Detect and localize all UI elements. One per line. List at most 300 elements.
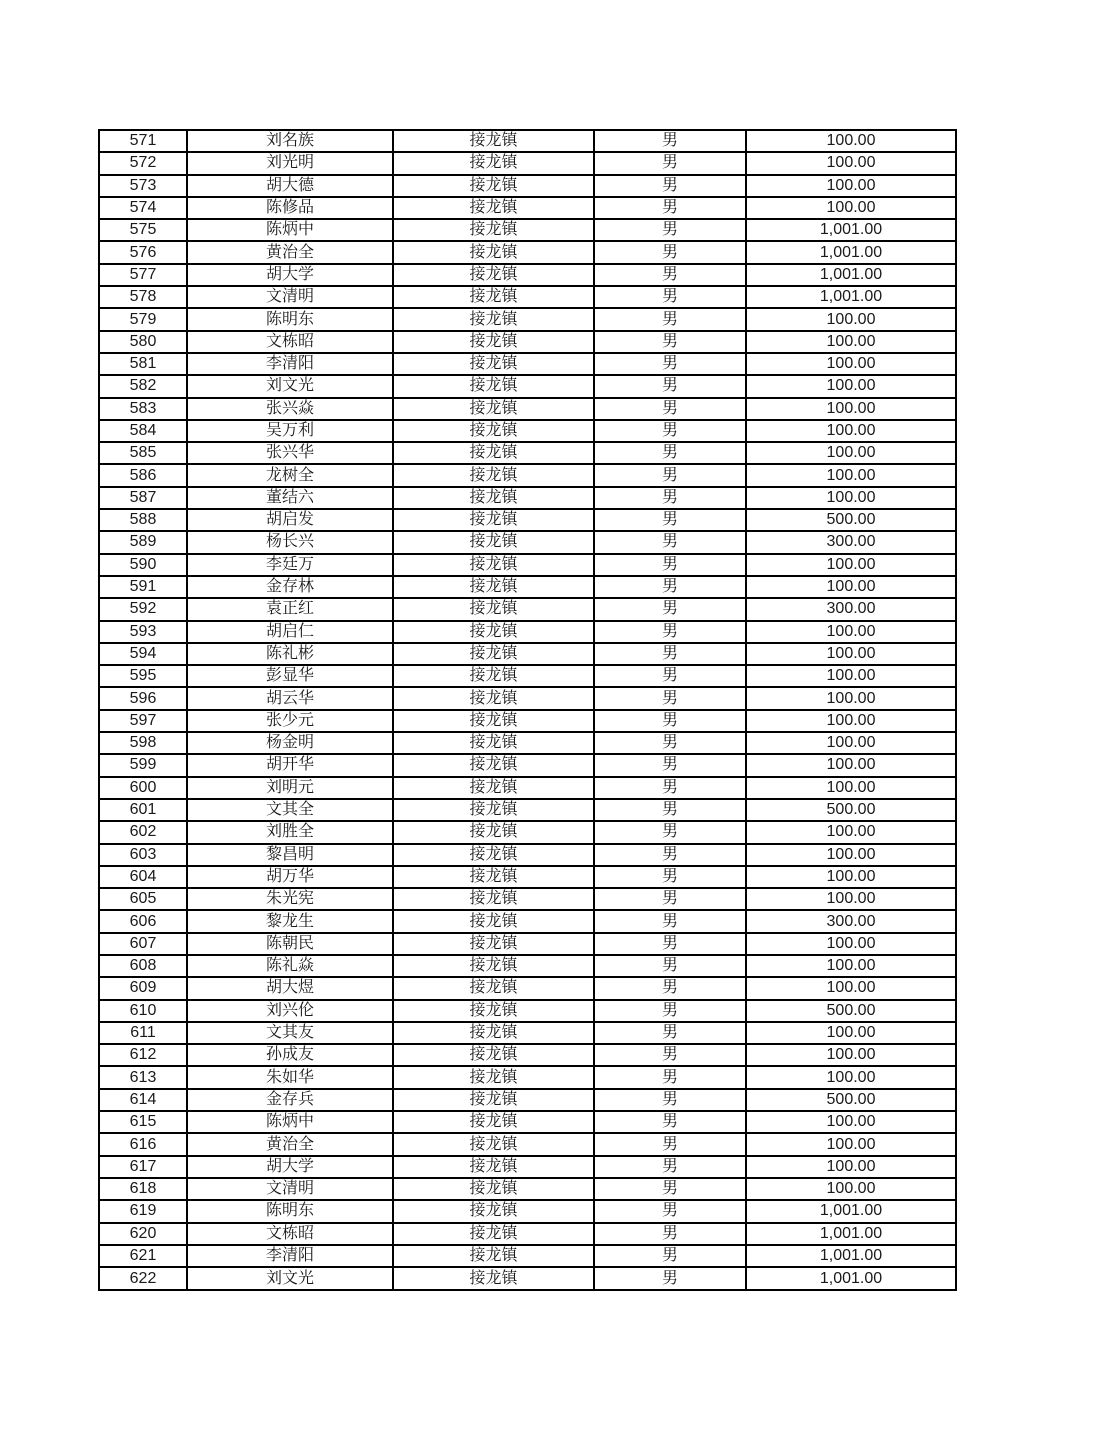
cell-gender: 男 [594,933,746,955]
table-row [99,710,956,732]
cell-name: 袁正红 [187,598,393,620]
cell-town: 接龙镇 [393,1156,594,1178]
cell-name: 胡大煜 [187,977,393,999]
cell-gender: 男 [594,1066,746,1088]
cell-amount: 100.00 [746,732,956,754]
cell-gender: 男 [594,621,746,643]
cell-name: 孙成友 [187,1044,393,1066]
table-row [99,799,956,821]
cell-town: 接龙镇 [393,175,594,197]
cell-index: 600 [99,777,187,799]
cell-gender: 男 [594,152,746,174]
cell-name: 文栋昭 [187,1223,393,1245]
cell-amount: 100.00 [746,821,956,843]
cell-amount: 100.00 [746,977,956,999]
cell-town: 接龙镇 [393,576,594,598]
cell-index: 619 [99,1200,187,1222]
cell-amount: 100.00 [746,398,956,420]
cell-gender: 男 [594,1245,746,1267]
cell-index: 578 [99,286,187,308]
table-row [99,197,956,219]
cell-amount: 1,001.00 [746,1245,956,1267]
cell-name: 朱光宪 [187,888,393,910]
cell-index: 575 [99,219,187,241]
table-row [99,933,956,955]
cell-amount: 100.00 [746,420,956,442]
cell-index: 612 [99,1044,187,1066]
table-row [99,509,956,531]
cell-amount: 300.00 [746,598,956,620]
cell-gender: 男 [594,1133,746,1155]
table-body [99,130,956,1290]
table-row [99,1000,956,1022]
cell-name: 刘兴伦 [187,1000,393,1022]
cell-amount: 100.00 [746,331,956,353]
cell-gender: 男 [594,375,746,397]
table-row [99,732,956,754]
cell-amount: 100.00 [746,687,956,709]
cell-name: 文其友 [187,1022,393,1044]
cell-amount: 100.00 [746,844,956,866]
cell-index: 603 [99,844,187,866]
table-row [99,777,956,799]
cell-gender: 男 [594,442,746,464]
cell-name: 龙树全 [187,464,393,486]
cell-amount: 100.00 [746,130,956,152]
table-row [99,375,956,397]
cell-gender: 男 [594,331,746,353]
cell-name: 李清阳 [187,1245,393,1267]
table-row [99,1245,956,1267]
cell-gender: 男 [594,175,746,197]
cell-amount: 100.00 [746,1022,956,1044]
cell-index: 583 [99,398,187,420]
cell-town: 接龙镇 [393,353,594,375]
cell-town: 接龙镇 [393,1223,594,1245]
cell-gender: 男 [594,598,746,620]
cell-amount: 100.00 [746,353,956,375]
cell-town: 接龙镇 [393,598,594,620]
cell-town: 接龙镇 [393,197,594,219]
cell-index: 581 [99,353,187,375]
cell-index: 618 [99,1178,187,1200]
cell-town: 接龙镇 [393,799,594,821]
cell-name: 黎昌明 [187,844,393,866]
table-row [99,175,956,197]
cell-index: 588 [99,509,187,531]
cell-amount: 100.00 [746,175,956,197]
cell-index: 615 [99,1111,187,1133]
cell-gender: 男 [594,464,746,486]
cell-index: 579 [99,308,187,330]
cell-gender: 男 [594,1178,746,1200]
table-row [99,442,956,464]
cell-amount: 100.00 [746,576,956,598]
table-row [99,1111,956,1133]
cell-name: 黄治全 [187,1133,393,1155]
table-row [99,576,956,598]
cell-amount: 100.00 [746,442,956,464]
cell-name: 陈礼焱 [187,955,393,977]
cell-index: 589 [99,531,187,553]
cell-town: 接龙镇 [393,241,594,263]
cell-index: 611 [99,1022,187,1044]
cell-gender: 男 [594,509,746,531]
table-row [99,866,956,888]
cell-gender: 男 [594,910,746,932]
cell-name: 陈炳中 [187,219,393,241]
cell-amount: 1,001.00 [746,1200,956,1222]
cell-town: 接龙镇 [393,1066,594,1088]
cell-gender: 男 [594,1223,746,1245]
cell-town: 接龙镇 [393,933,594,955]
cell-gender: 男 [594,197,746,219]
cell-gender: 男 [594,420,746,442]
cell-gender: 男 [594,487,746,509]
cell-index: 577 [99,264,187,286]
table-row [99,687,956,709]
cell-town: 接龙镇 [393,442,594,464]
cell-index: 601 [99,799,187,821]
cell-index: 584 [99,420,187,442]
cell-town: 接龙镇 [393,1044,594,1066]
cell-town: 接龙镇 [393,1089,594,1111]
cell-town: 接龙镇 [393,1200,594,1222]
cell-index: 617 [99,1156,187,1178]
cell-index: 573 [99,175,187,197]
cell-town: 接龙镇 [393,264,594,286]
cell-town: 接龙镇 [393,1267,594,1290]
cell-index: 580 [99,331,187,353]
cell-gender: 男 [594,219,746,241]
cell-gender: 男 [594,777,746,799]
cell-gender: 男 [594,286,746,308]
cell-town: 接龙镇 [393,152,594,174]
cell-gender: 男 [594,1111,746,1133]
cell-town: 接龙镇 [393,643,594,665]
cell-amount: 1,001.00 [746,219,956,241]
cell-index: 591 [99,576,187,598]
cell-gender: 男 [594,241,746,263]
cell-town: 接龙镇 [393,732,594,754]
table-row [99,977,956,999]
cell-index: 607 [99,933,187,955]
cell-gender: 男 [594,888,746,910]
cell-gender: 男 [594,353,746,375]
cell-name: 胡万华 [187,866,393,888]
cell-index: 616 [99,1133,187,1155]
cell-gender: 男 [594,866,746,888]
cell-amount: 100.00 [746,777,956,799]
cell-name: 李廷万 [187,554,393,576]
cell-name: 吴万利 [187,420,393,442]
table-row [99,888,956,910]
cell-name: 刘文光 [187,1267,393,1290]
table-row [99,241,956,263]
cell-amount: 100.00 [746,152,956,174]
cell-town: 接龙镇 [393,955,594,977]
cell-amount: 1,001.00 [746,241,956,263]
cell-amount: 1,001.00 [746,286,956,308]
cell-town: 接龙镇 [393,754,594,776]
table-row [99,665,956,687]
cell-index: 614 [99,1089,187,1111]
cell-index: 602 [99,821,187,843]
cell-amount: 500.00 [746,1089,956,1111]
cell-name: 文栋昭 [187,331,393,353]
cell-gender: 男 [594,977,746,999]
cell-index: 613 [99,1066,187,1088]
cell-index: 595 [99,665,187,687]
table-row [99,286,956,308]
cell-gender: 男 [594,1156,746,1178]
cell-index: 582 [99,375,187,397]
cell-amount: 300.00 [746,910,956,932]
cell-gender: 男 [594,754,746,776]
cell-amount: 300.00 [746,531,956,553]
cell-town: 接龙镇 [393,531,594,553]
cell-index: 590 [99,554,187,576]
cell-gender: 男 [594,1200,746,1222]
cell-gender: 男 [594,1267,746,1290]
cell-town: 接龙镇 [393,1000,594,1022]
cell-gender: 男 [594,710,746,732]
cell-town: 接龙镇 [393,286,594,308]
cell-name: 金存林 [187,576,393,598]
cell-name: 董结六 [187,487,393,509]
cell-name: 胡开华 [187,754,393,776]
cell-index: 608 [99,955,187,977]
cell-name: 胡大学 [187,264,393,286]
cell-index: 599 [99,754,187,776]
table-row [99,910,956,932]
table-row [99,1044,956,1066]
cell-gender: 男 [594,1089,746,1111]
cell-town: 接龙镇 [393,777,594,799]
cell-index: 587 [99,487,187,509]
cell-amount: 100.00 [746,955,956,977]
cell-gender: 男 [594,308,746,330]
cell-index: 572 [99,152,187,174]
cell-amount: 100.00 [746,933,956,955]
cell-town: 接龙镇 [393,844,594,866]
cell-index: 576 [99,241,187,263]
cell-gender: 男 [594,821,746,843]
table-row [99,130,956,152]
cell-town: 接龙镇 [393,888,594,910]
table-row [99,754,956,776]
cell-name: 李清阳 [187,353,393,375]
cell-town: 接龙镇 [393,509,594,531]
cell-index: 592 [99,598,187,620]
table-row [99,1089,956,1111]
cell-town: 接龙镇 [393,1245,594,1267]
cell-town: 接龙镇 [393,398,594,420]
table-row [99,152,956,174]
cell-name: 杨长兴 [187,531,393,553]
cell-index: 571 [99,130,187,152]
cell-index: 586 [99,464,187,486]
table-row [99,264,956,286]
cell-name: 朱如华 [187,1066,393,1088]
cell-index: 598 [99,732,187,754]
cell-town: 接龙镇 [393,821,594,843]
cell-name: 陈修品 [187,197,393,219]
cell-town: 接龙镇 [393,866,594,888]
cell-name: 刘光明 [187,152,393,174]
cell-amount: 1,001.00 [746,1223,956,1245]
cell-town: 接龙镇 [393,910,594,932]
cell-name: 金存兵 [187,1089,393,1111]
cell-amount: 100.00 [746,754,956,776]
cell-gender: 男 [594,1044,746,1066]
table-row [99,643,956,665]
table-row [99,219,956,241]
cell-amount: 100.00 [746,1044,956,1066]
cell-name: 胡启发 [187,509,393,531]
cell-town: 接龙镇 [393,665,594,687]
cell-town: 接龙镇 [393,130,594,152]
cell-amount: 100.00 [746,464,956,486]
cell-amount: 500.00 [746,509,956,531]
cell-name: 文其全 [187,799,393,821]
cell-name: 胡启仁 [187,621,393,643]
table-row [99,1223,956,1245]
table-row [99,821,956,843]
cell-amount: 100.00 [746,866,956,888]
cell-town: 接龙镇 [393,464,594,486]
cell-amount: 500.00 [746,799,956,821]
cell-town: 接龙镇 [393,1133,594,1155]
cell-town: 接龙镇 [393,687,594,709]
cell-index: 594 [99,643,187,665]
table-row [99,1267,956,1290]
cell-index: 604 [99,866,187,888]
table-row [99,1066,956,1088]
cell-town: 接龙镇 [393,554,594,576]
cell-name: 陈炳中 [187,1111,393,1133]
cell-name: 胡大德 [187,175,393,197]
cell-amount: 100.00 [746,197,956,219]
cell-gender: 男 [594,554,746,576]
cell-amount: 1,001.00 [746,1267,956,1290]
table-row [99,955,956,977]
cell-amount: 100.00 [746,1178,956,1200]
cell-amount: 100.00 [746,554,956,576]
cell-gender: 男 [594,844,746,866]
table-row [99,844,956,866]
cell-index: 621 [99,1245,187,1267]
cell-town: 接龙镇 [393,1022,594,1044]
cell-name: 刘文光 [187,375,393,397]
cell-index: 610 [99,1000,187,1022]
cell-index: 606 [99,910,187,932]
cell-town: 接龙镇 [393,219,594,241]
cell-name: 陈朝民 [187,933,393,955]
cell-gender: 男 [594,398,746,420]
table-row [99,531,956,553]
table-row [99,1156,956,1178]
cell-name: 陈明东 [187,1200,393,1222]
table-row [99,1022,956,1044]
cell-amount: 100.00 [746,1133,956,1155]
cell-town: 接龙镇 [393,308,594,330]
cell-town: 接龙镇 [393,375,594,397]
cell-name: 张兴华 [187,442,393,464]
cell-name: 刘名族 [187,130,393,152]
table-row [99,420,956,442]
cell-town: 接龙镇 [393,1111,594,1133]
cell-index: 593 [99,621,187,643]
cell-amount: 1,001.00 [746,264,956,286]
table-row [99,1133,956,1155]
table-row [99,464,956,486]
cell-amount: 100.00 [746,643,956,665]
cell-name: 陈明东 [187,308,393,330]
cell-amount: 100.00 [746,621,956,643]
cell-gender: 男 [594,955,746,977]
cell-name: 胡云华 [187,687,393,709]
cell-name: 刘胜全 [187,821,393,843]
cell-gender: 男 [594,732,746,754]
cell-name: 杨金明 [187,732,393,754]
cell-index: 574 [99,197,187,219]
cell-name: 黄治全 [187,241,393,263]
cell-gender: 男 [594,130,746,152]
cell-amount: 100.00 [746,1066,956,1088]
cell-name: 文清明 [187,1178,393,1200]
cell-index: 620 [99,1223,187,1245]
cell-name: 胡大学 [187,1156,393,1178]
cell-index: 609 [99,977,187,999]
cell-town: 接龙镇 [393,331,594,353]
table-row [99,554,956,576]
cell-town: 接龙镇 [393,621,594,643]
cell-amount: 100.00 [746,1156,956,1178]
cell-gender: 男 [594,687,746,709]
cell-name: 陈礼彬 [187,643,393,665]
cell-amount: 100.00 [746,308,956,330]
cell-name: 张兴焱 [187,398,393,420]
cell-town: 接龙镇 [393,977,594,999]
cell-amount: 100.00 [746,375,956,397]
table-row [99,1200,956,1222]
table-row [99,487,956,509]
cell-name: 张少元 [187,710,393,732]
cell-gender: 男 [594,643,746,665]
cell-name: 彭显华 [187,665,393,687]
cell-amount: 100.00 [746,888,956,910]
table-row [99,1178,956,1200]
table-row [99,353,956,375]
cell-amount: 100.00 [746,710,956,732]
cell-name: 刘明元 [187,777,393,799]
table-row [99,308,956,330]
cell-index: 585 [99,442,187,464]
cell-index: 605 [99,888,187,910]
cell-gender: 男 [594,1000,746,1022]
cell-amount: 100.00 [746,665,956,687]
cell-town: 接龙镇 [393,420,594,442]
cell-gender: 男 [594,665,746,687]
cell-gender: 男 [594,531,746,553]
cell-amount: 100.00 [746,487,956,509]
cell-name: 文清明 [187,286,393,308]
table-row [99,398,956,420]
cell-gender: 男 [594,264,746,286]
cell-index: 596 [99,687,187,709]
cell-town: 接龙镇 [393,487,594,509]
